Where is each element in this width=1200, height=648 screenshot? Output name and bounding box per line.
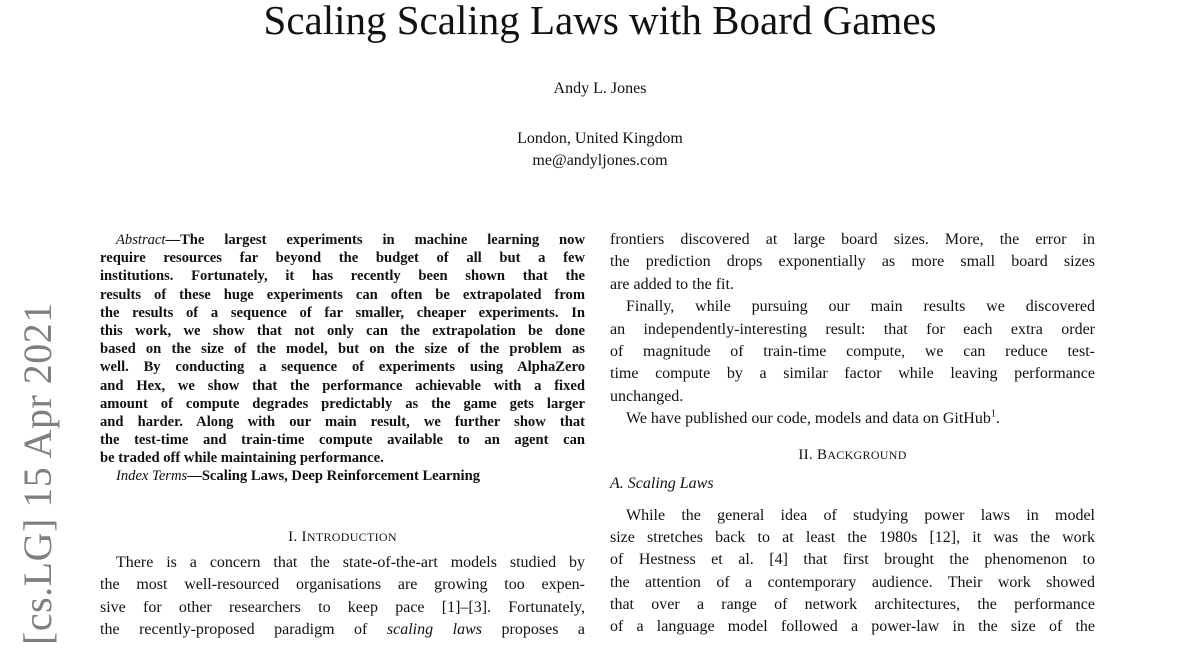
abstract-line: based on the size of the model, but on the size of the problem as [100, 341, 585, 358]
author-email: me@andyljones.com [532, 152, 668, 169]
body-line: the recently-proposed paradigm of scaling laws proposes a [100, 621, 586, 639]
abstract-line: and Hex, we show that the performance achievable with a fixed [100, 377, 585, 394]
body-line: time compute by a similar factor while leaving performance [610, 365, 1095, 383]
abstract-line: results of these huge experiments can often be extrapolated from [100, 286, 585, 303]
body-line: size stretches back to at least the 1980s [12], it was the work [610, 528, 1095, 546]
abstract-label: Abstract [116, 232, 166, 248]
section-heading-background: II. BACKGROUND [798, 446, 907, 463]
abstract-line: be traded off while maintaining performance. [100, 450, 384, 467]
abstract [100, 231, 585, 486]
paper-title: Scaling Scaling Laws with Board Games [263, 0, 937, 43]
body-line: are added to the fit. [610, 275, 734, 293]
author-affiliation: London, United Kingdom [517, 130, 683, 147]
body-line: an independently-interesting result: that for each extra order [610, 320, 1095, 338]
footnote-marker[interactable]: 1 [990, 408, 996, 420]
body-line: While the general idea of studying power laws in model [626, 506, 1095, 524]
abstract-line: the results of a sequence of far smaller, cheaper experiments. In [100, 304, 585, 321]
body-line: unchanged. [610, 387, 684, 405]
body-line: We have published our code, models and data on GitHub$^1$. [626, 408, 1000, 428]
body-line: the most well-resourced organisations are growing too expen- [100, 576, 585, 594]
body-line: the prediction drops exponentially as more small board sizes [610, 253, 1095, 271]
right-column [610, 229, 1095, 639]
body-line: of Hestness et al. [4] that first brought the phenomenon to [610, 551, 1095, 569]
subsection-heading: A. Scaling Laws [610, 474, 714, 492]
introduction-section [100, 526, 585, 642]
abstract-line: this work, we show that not only can the extrapolation be done [100, 322, 585, 339]
body-line: There is a concern that the state-of-the-art models studied by [116, 554, 585, 571]
section-heading-introduction: I. INTRODUCTION [288, 529, 397, 545]
body-line: of magnitude of train-time compute, we can reduce test- [610, 342, 1095, 360]
abstract-line: institutions. Fortunately, it has recently been shown that the [100, 268, 585, 285]
abstract-line: amount of compute degrades predictably as the game gets larger [100, 395, 585, 412]
body-line: that over a range of network architectures, the performance [610, 596, 1095, 614]
body-line: frontiers discovered at large board sizes. More, the error in [610, 231, 1095, 248]
abstract-line: the test-time and train-time compute available to an agent can [100, 432, 585, 449]
index-terms: Index Terms—Scaling Laws, Deep Reinforcement Learning [116, 468, 481, 485]
author-name: Andy L. Jones [553, 80, 647, 97]
abstract-line: and harder. Along with our main result, we further show that [100, 413, 585, 430]
body-line: the attention of a contemporary audience. Their work showed [610, 573, 1095, 591]
abstract-line: well. By conducting a sequence of experiments using AlphaZero [100, 359, 585, 376]
body-line: sive for other researchers to keep pace [1]–[3]. Fortunately, [100, 598, 585, 616]
abstract-line: require resources far beyond the budget of all but a few [100, 250, 585, 267]
arxiv-stamp: [cs.LG] 15 Apr 2021 [15, 302, 60, 645]
body-line: Finally, while pursuing our main results we discovered [626, 298, 1095, 316]
body-line: of a language model followed a power-law in the size of the [610, 618, 1095, 636]
abstract-line: Abstract—The largest experiments in machine learning now [116, 232, 585, 248]
